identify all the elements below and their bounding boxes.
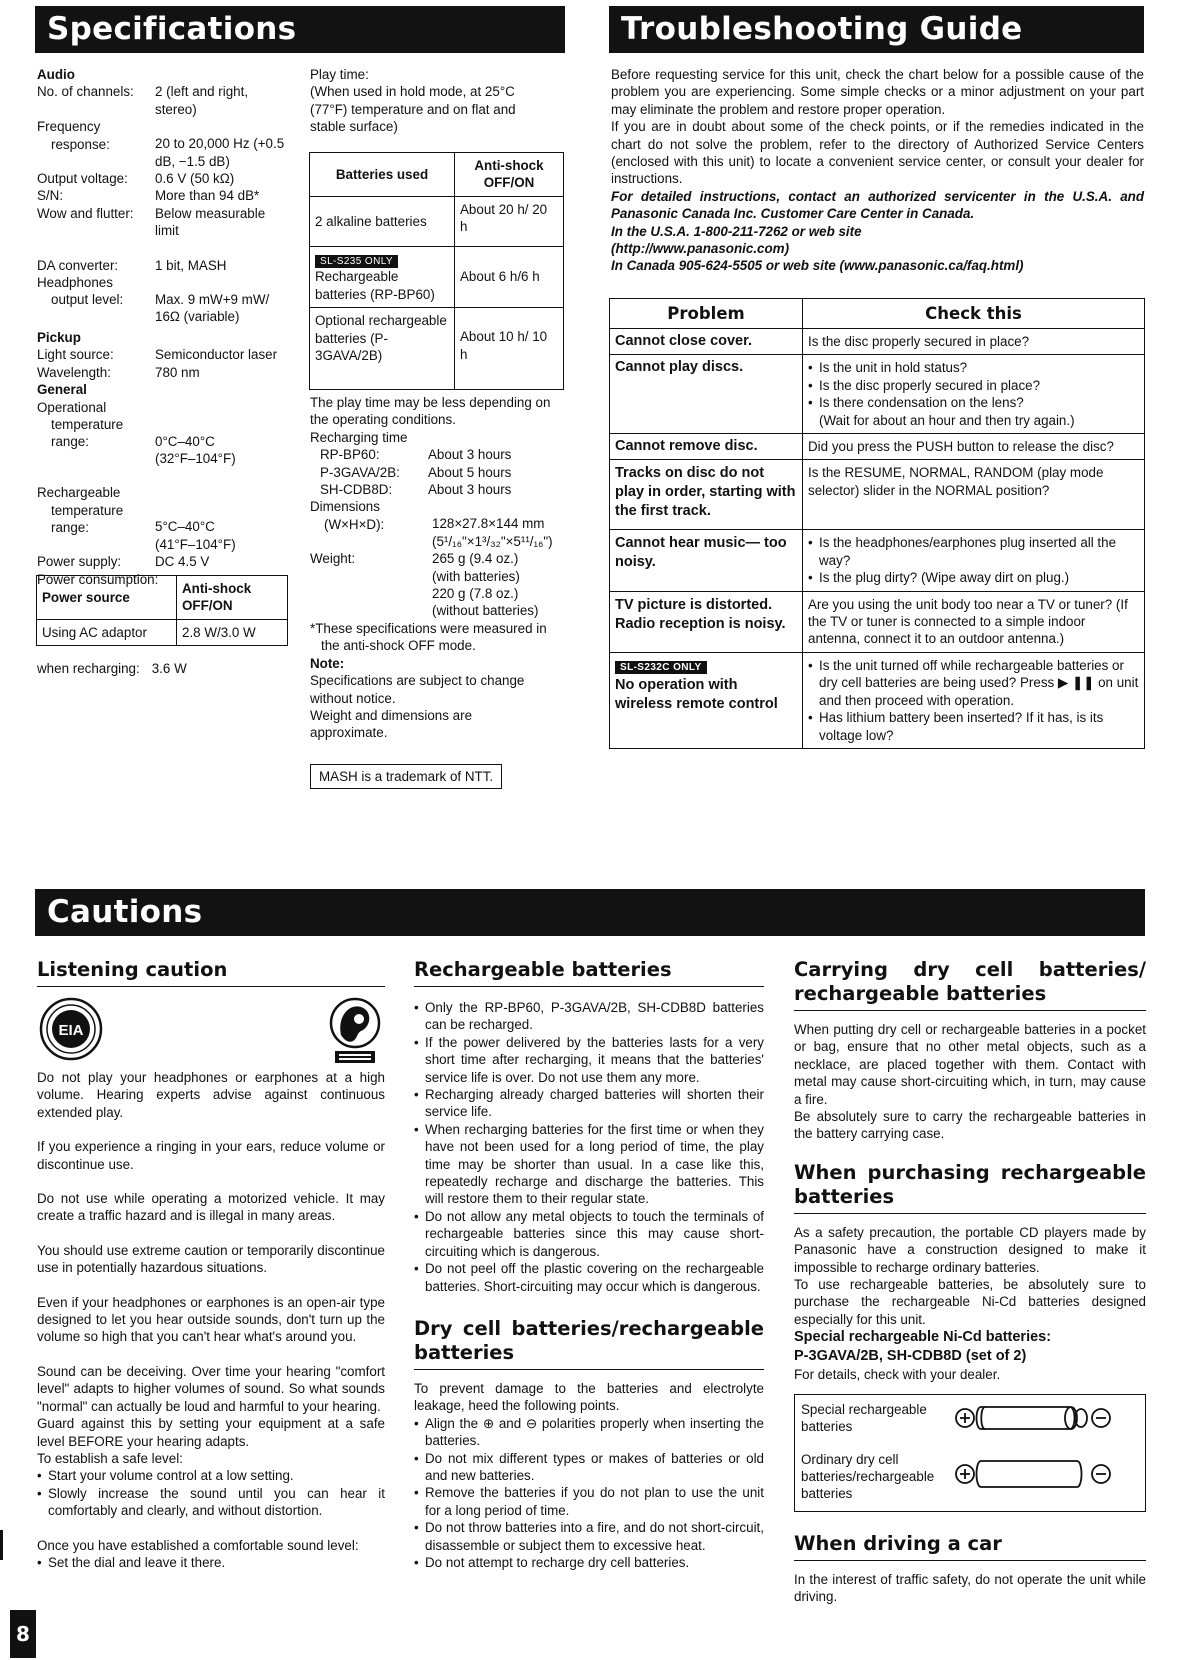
spec-value: 128×27.8×144 mm (5¹/₁₆"×1³/₃₂"×5¹¹/₁₆") — [432, 516, 553, 549]
table-row — [610, 329, 1145, 355]
spec-label: Weight: — [310, 551, 356, 567]
listening-caution-column — [37, 958, 385, 1571]
spec-middle-column — [310, 66, 565, 136]
spec-value: 3.6 W — [151, 661, 187, 676]
table-row — [610, 530, 1145, 591]
play-time-label: Play time: — [310, 67, 369, 82]
dealer-note: For details, check with your dealer. — [794, 1367, 1001, 1383]
table-cell: 2 alkaline batteries — [310, 197, 455, 247]
spec-value: 0.6 V (50 kΩ) — [155, 171, 235, 187]
battery-table — [309, 152, 564, 390]
problem-cell: Cannot play discs. — [610, 355, 803, 434]
drycell-bullet: • Align the ⊕ and ⊖ polarities properly when inserting the batteries. — [414, 1415, 764, 1449]
listening-paragraph: To establish a safe level: — [37, 1450, 183, 1466]
spec-label: Headphones output level: — [37, 275, 124, 308]
spec-label: Dimensions (W×H×D): — [310, 499, 385, 532]
intro-paragraph: If you are in doubt about some of the check points, or if the remedies indicated in the chart do not solve the problem, refer to the directory of Authorized Service Centers (enclosed with this unit) to locate a convenient service center, or consult your dealer for instructions. — [611, 119, 1144, 187]
spec-note-1: Specifications are subject to change without notice. — [310, 673, 525, 706]
eia-logo-icon — [39, 997, 103, 1061]
table-header: Batteries used — [310, 153, 455, 197]
recharging-time-label: Recharging time — [310, 429, 408, 445]
spec-label: Wow and flutter: — [37, 205, 134, 221]
check-cell: Is the disc properly secured in place? — [803, 329, 1145, 355]
cautions-banner: Cautions — [35, 889, 1145, 936]
special-batteries-title: Special rechargeable Ni-Cd batteries: — [794, 1329, 1052, 1346]
listening-paragraph: Do not use while operating a motorized vehicle. It may create a traffic hazard and is illegal in many areas. — [37, 1191, 385, 1224]
problem-cell: Tracks on disc do not play in order, starting with the first track. — [610, 460, 803, 530]
table-row — [610, 434, 1145, 460]
purchasing-paragraph: As a safety precaution, the portable CD players made by Panasonic have a construction designed to make it impossible to recharge ordinary batteries. — [794, 1224, 1146, 1275]
spec-value: About 5 hours — [428, 464, 512, 480]
spec-value: Semiconductor laser — [155, 347, 278, 363]
problem-cell: TV picture is distorted. Radio reception is noisy. — [610, 591, 803, 652]
spec-value: 5°C–40°C (41°F–104°F) — [155, 519, 236, 552]
troubleshooting-banner: Troubleshooting Guide — [609, 6, 1144, 53]
listening-bullet: • Set the dial and leave it there. — [37, 1554, 226, 1570]
power-source-table — [36, 575, 288, 646]
hearing-logo-icon — [327, 997, 383, 1065]
listening-paragraph: Do not play your headphones or earphones at a high volume. Hearing experts advise against continuous extended play. — [37, 1070, 385, 1120]
check-cell: • Is the unit turned off while rechargeable batteries or dry cell batteries are being used? Press ▶ ❚❚ on unit and then proceed with operation. • Has lithium battery been inserted? If it has, is its voltage low? — [803, 652, 1145, 748]
problem-cell: SL-S232C ONLY No operation with wireless remote control — [610, 652, 803, 748]
battery-label: Ordinary dry cell batteries/rechargeable batteries — [801, 1451, 935, 1502]
carrying-paragraph: When putting dry cell or rechargeable batteries in a pocket or bag, ensure that no other metal objects, such as a necklace, are placed together with them. Contact with metal may cause short-circuiting which, in turn, may cause a fire. — [794, 1022, 1146, 1107]
table-cell: Using AC adaptor — [37, 620, 177, 646]
section-heading: When driving a car — [794, 1532, 1146, 1561]
play-time-less: The play time may be less depending on the operating conditions. — [310, 395, 551, 428]
rechargeable-bullet: • Only the RP-BP60, P-3GAVA/2B, SH-CDB8D batteries can be recharged. — [414, 1000, 764, 1033]
spec-value: Below measurable limit — [155, 205, 266, 239]
intro-usa: In the U.S.A. 1-800-211-7262 or web site — [611, 223, 862, 239]
table-header: Power source — [37, 576, 177, 620]
spec-left-column — [37, 66, 287, 588]
rechargeable-bullet: • Do not allow any metal objects to touch the terminals of rechargeable batteries since this may cause short-circuiting which is dangerous. — [414, 1208, 764, 1259]
battery-comparison-box — [794, 1394, 1146, 1512]
listening-paragraph: Even if your headphones or earphones is an open-air type designed to let you hear outside sounds, don't turn up the volume so high that you can't hear what's around you. — [37, 1294, 385, 1345]
table-row — [610, 591, 1145, 652]
check-cell: • Is the headphones/earphones plug inserted all the way? • Is the plug dirty? (Wipe away dirt on plug.) — [803, 530, 1145, 591]
spec-value: About 3 hours — [428, 447, 512, 463]
table-cell: SL-S235 ONLY Rechargeable batteries (RP-BP60) — [310, 247, 455, 308]
svg-text:EIA: EIA — [58, 1022, 84, 1039]
spec-value: About 3 hours — [428, 482, 512, 498]
rechargeable-bullet: • Recharging already charged batteries will shorten their service life. — [414, 1087, 764, 1120]
problem-cell: Cannot close cover. — [610, 329, 803, 355]
page-edge-mark — [0, 1530, 3, 1560]
model-tag: SL-S232C ONLY — [615, 661, 707, 674]
spec-label: S/N: — [37, 188, 64, 204]
intro-paragraph: Before requesting service for this unit, check the chart below for a possible cause of the problem you are experiencing. Some simple checks or a minor adjustment on your part may eliminate the problem and restore proper operation. — [611, 67, 1144, 117]
spec-value: 2 (left and right, stereo) — [155, 84, 249, 117]
page-number-tab: 8 — [10, 1610, 36, 1658]
special-batteries-models: P-3GAVA/2B, SH-CDB8D (set of 2) — [794, 1348, 1027, 1365]
spec-label: DA converter: — [37, 257, 119, 273]
play-time-note: (When used in hold mode, at 25°C (77°F) temperature and on flat and stable surface) — [310, 84, 516, 135]
table-header: Anti-shock OFF/ON — [455, 153, 564, 197]
intro-usa-site: (http://www.panasonic.com) — [611, 241, 790, 257]
check-cell: Did you press the PUSH button to release the disc? — [803, 434, 1145, 460]
drycell-bullet: • Do not mix different types or makes of batteries or old and new batteries. — [414, 1450, 764, 1483]
table-header: Problem — [610, 299, 803, 329]
table-cell: Optional rechargeable batteries (P-3GAVA/2B) — [310, 308, 455, 390]
spec-label: Wavelength: — [37, 364, 111, 380]
spec-label: when recharging: — [37, 661, 140, 676]
table-row — [610, 355, 1145, 434]
spec-label: Output voltage: — [37, 171, 128, 187]
rechargeable-column — [414, 958, 764, 1571]
table-header: Anti-shock OFF/ON — [177, 576, 288, 620]
table-row — [610, 460, 1145, 530]
drycell-bullet: • Do not attempt to recharge dry cell batteries. — [414, 1554, 690, 1570]
rechargeable-bullet: • If the power delivered by the batteries lasts for a very short time after recharging, it means that the batteries' service life is over. Do not use them any more. — [414, 1034, 764, 1085]
listening-paragraph: If you experience a ringing in your ears, reduce volume or discontinue use. — [37, 1139, 385, 1172]
spec-label: Frequency response: — [37, 119, 110, 152]
model-tag: SL-S235 ONLY — [315, 255, 398, 268]
drycell-paragraph: To prevent damage to the batteries and electrolyte leakage, heed the following points. — [414, 1380, 764, 1414]
driving-paragraph: In the interest of traffic safety, do not operate the unit while driving. — [794, 1571, 1146, 1605]
listening-paragraph: You should use extreme caution or temporarily discontinue use in potentially hazardous situations. — [37, 1242, 385, 1276]
table-header: Check this — [803, 299, 1145, 329]
spec-label: Power supply: — [37, 554, 122, 570]
section-heading: When purchasing rechargeable batteries — [794, 1161, 1146, 1214]
table-cell: About 20 h/ 20 h — [455, 197, 564, 247]
listening-paragraph: Sound can be deceiving. Over time your hearing "comfort level" adapts to higher volumes of sound. So what sounds "normal" can actually be loud and harmful to your hearing. — [37, 1363, 385, 1414]
drycell-bullet: • Do not throw batteries into a fire, and do not short-circuit, disassemble or subject them to excessive heat. — [414, 1520, 764, 1553]
spec-label: Light source: — [37, 347, 114, 363]
spec-middle-lower — [310, 394, 565, 742]
rechargeable-bullet: • When recharging batteries for the first time or when they have not been used for a long period of time, the play time may be shorter than usual. In a case like this, repeatedly recharge and discharge the batteries. This will restore them to their regular state. — [414, 1121, 764, 1207]
spec-footnote: *These specifications were measured in the anti-shock OFF mode. — [310, 620, 547, 654]
spec-note-heading: Note: — [310, 655, 345, 671]
troubleshooting-intro — [611, 66, 1144, 275]
purchasing-paragraph: To use rechargeable batteries, be absolutely sure to purchase the rechargeable Ni-Cd batteries designed especially for this unit. — [794, 1277, 1146, 1327]
check-cell: • Is the unit in hold status? • Is the disc properly secured in place? • Is there condensation on the lens? (Wait for about an hour and then try again.) — [803, 355, 1145, 434]
check-cell: Is the RESUME, NORMAL, RANDOM (play mode selector) slider in the NORMAL position? — [803, 460, 1145, 530]
problem-cell: Cannot hear music— too noisy. — [610, 530, 803, 591]
problem-cell: Cannot remove disc. — [610, 434, 803, 460]
intro-canada: In Canada 905-624-5505 or web site (www.panasonic.ca/faq.html) — [611, 258, 1024, 274]
table-row — [610, 652, 1145, 748]
spec-value: 1 bit, MASH — [155, 257, 227, 273]
recharging-consumption — [37, 660, 287, 677]
section-heading: Carrying dry cell batteries/ rechargeable batteries — [794, 958, 1146, 1011]
spec-value: 780 nm — [155, 364, 200, 380]
table-cell: About 10 h/ 10 h — [455, 308, 564, 390]
battery-label: Special rechargeable batteries — [801, 1401, 927, 1435]
table-cell: About 6 h/6 h — [455, 247, 564, 308]
spec-value: More than 94 dB* — [155, 188, 260, 204]
specifications-banner: Specifications — [35, 6, 565, 53]
check-cell: Are you using the unit body too near a TV or tuner? (If the TV or tuner is connected to a simple indoor antenna, connect it to an outdoor antenna.) — [803, 591, 1145, 652]
intro-contact: For detailed instructions, contact an authorized servicenter in the U.S.A. and Panasonic Canada Inc. Customer Care Center in Canada. — [611, 188, 1144, 222]
troubleshooting-table — [609, 298, 1145, 749]
spec-value: 265 g (9.4 oz.) (with batteries) 220 g (7.8 oz.) (without batteries) — [432, 551, 539, 619]
carrying-column — [794, 958, 1146, 1606]
spec-general-heading: General — [37, 382, 87, 398]
battery-diagram-icon — [955, 1401, 1135, 1511]
listening-paragraph: Once you have established a comfortable sound level: — [37, 1537, 359, 1553]
listening-paragraph: Guard against this by setting your equipment at a safe level BEFORE your hearing adapts. — [37, 1416, 385, 1449]
spec-label: P-3GAVA/2B: — [320, 464, 400, 480]
carrying-paragraph: Be absolutely sure to carry the rechargeable batteries in the battery carrying case. — [794, 1109, 1146, 1142]
listening-bullet: • Start your volume control at a low setting. — [37, 1468, 294, 1484]
spec-label: SH-CDB8D: — [320, 482, 393, 498]
spec-value: Max. 9 mW+9 mW/ 16Ω (variable) — [155, 292, 270, 325]
mash-trademark-box: MASH is a trademark of NTT. — [310, 764, 502, 789]
spec-label: Operational temperature range: — [37, 399, 124, 450]
spec-label: No. of channels: — [37, 84, 134, 100]
spec-pickup-heading: Pickup — [37, 329, 81, 345]
spec-note-2: Weight and dimensions are approximate. — [310, 707, 473, 741]
spec-label: RP-BP60: — [320, 447, 380, 463]
table-cell: 2.8 W/3.0 W — [177, 620, 288, 646]
section-heading: Rechargeable batteries — [414, 958, 764, 987]
spec-value: 0°C–40°C (32°F–104°F) — [155, 433, 236, 466]
spec-value: 20 to 20,000 Hz (+0.5 dB, −1.5 dB) — [155, 136, 285, 169]
rechargeable-bullet: • Do not peel off the plastic covering on the rechargeable batteries. Short-circuiting may occur which is dangerous. — [414, 1261, 764, 1294]
listening-bullet: • Slowly increase the sound until you can hear it comfortably and clearly, and without distortion. — [37, 1485, 385, 1519]
spec-label: Rechargeable temperature range: — [37, 485, 124, 536]
logo-row — [37, 997, 385, 1069]
section-heading: Listening caution — [37, 958, 385, 987]
spec-value: DC 4.5 V — [155, 554, 210, 570]
spec-consumption-label: Power consumption: — [37, 571, 159, 587]
drycell-bullet: • Remove the batteries if you do not plan to use the unit for a long period of time. — [414, 1485, 764, 1518]
section-heading: Dry cell batteries/rechargeable batteries — [414, 1317, 764, 1370]
spec-audio-heading: Audio — [37, 67, 75, 82]
